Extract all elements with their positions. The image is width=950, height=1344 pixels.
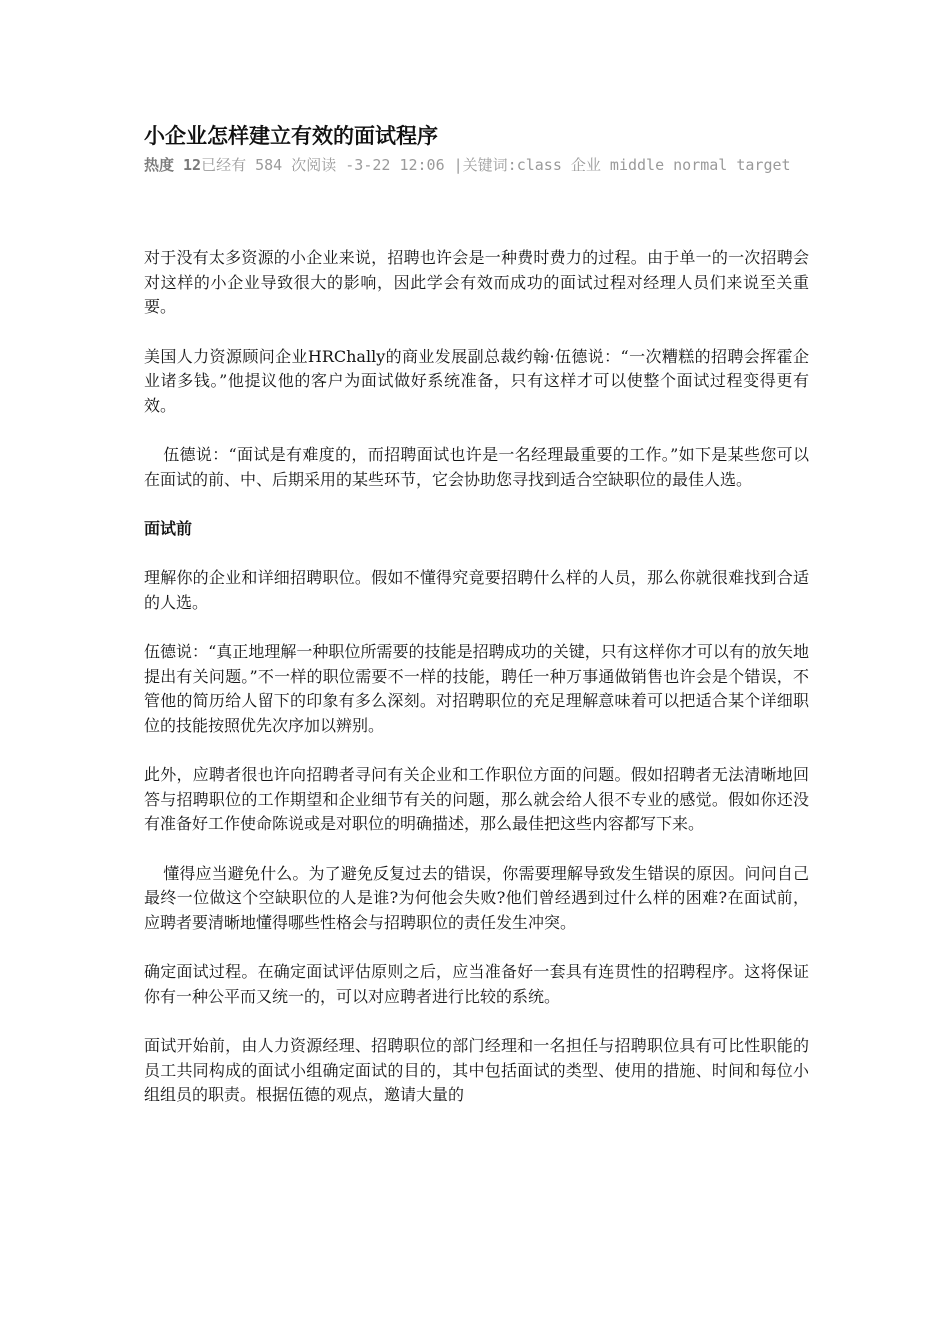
article — [144, 120, 809, 1133]
paragraph-section-5: 确定面试过程。在确定面试评估原则之后，应当准备好一套具有连贯性的招聘程序。这将保证你有一种公平而又统一的，可以对应聘者进行比较的系统。 — [144, 962, 809, 1006]
article-title: 小企业怎样建立有效的面试程序 — [144, 124, 438, 148]
article-meta — [144, 152, 809, 178]
paragraph-intro-1: 对于没有太多资源的小企业来说，招聘也许会是一种费时费力的过程。由于单一的一次招聘会对这样的小企业导致很大的影响，因此学会有效而成功的面试过程对经理人员们来说至关重要。 — [144, 248, 809, 316]
meta-info: 已经有 584 次阅读 -3-22 12:06 |关键词:class 企业 middle normal target — [201, 156, 791, 174]
article-body — [144, 246, 809, 1108]
paragraph-section-2: 伍德说：“真正地理解一种职位所需要的技能是招聘成功的关键，只有这样你才可以有的放矢地提出有关问题。”不一样的职位需要不一样的技能，聘任一种万事通做销售也许会是个错误，不管他的简历给人留下的印象有多么深刻。对招聘职位的充足理解意味着可以把适合某个详细职位的技能按照优先次序加以辨别。 — [144, 642, 809, 735]
paragraph-section-4: 懂得应当避免什么。为了避免反复过去的错误，你需要理解导致发生错误的原因。问问自己最终一位做这个空缺职位的人是谁?为何他会失败?他们曾经遇到过什么样的困难?在面试前，应聘者要清晰地懂得哪些性格会与招聘职位的责任发生冲突。 — [144, 863, 809, 932]
paragraph-section-6: 面试开始前，由人力资源经理、招聘职位的部门经理和一名担任与招聘职位具有可比性职能的员工共同构成的面试小组确定面试的目的，其中包括面试的类型、使用的措施、时间和每位小组组员的职责。根据伍德的观点，邀请大量的 — [144, 1036, 809, 1104]
section-heading: 面试前 — [144, 519, 193, 538]
paragraph-intro-2: 美国人力资源顾问企业HRChally的商业发展副总裁约翰·伍德说：“一次糟糕的招聘会挥霍企业诸多钱。”他提议他的客户为面试做好系统准备，只有这样才可以使整个面试过程变得更有效。 — [144, 346, 809, 415]
hot-count: 热度 12 — [144, 156, 202, 174]
paragraph-intro-3: 伍德说：“面试是有难度的，而招聘面试也许是一名经理最重要的工作。”如下是某些您可以在面试的前、中、后期采用的某些环节，它会协助您寻找到适合空缺职位的最佳人选。 — [144, 445, 809, 489]
paragraph-section-1: 理解你的企业和详细招聘职位。假如不懂得究竟要招聘什么样的人员，那么你就很难找到合适的人选。 — [144, 568, 809, 612]
paragraph-section-3: 此外，应聘者很也许向招聘者寻问有关企业和工作职位方面的问题。假如招聘者无法清晰地回答与招聘职位的工作期望和企业细节有关的问题，那么就会给人很不专业的感觉。假如你还没有准备好工作使命陈说或是对职位的明确描述，那么最佳把这些内容都写下来。 — [144, 765, 809, 833]
